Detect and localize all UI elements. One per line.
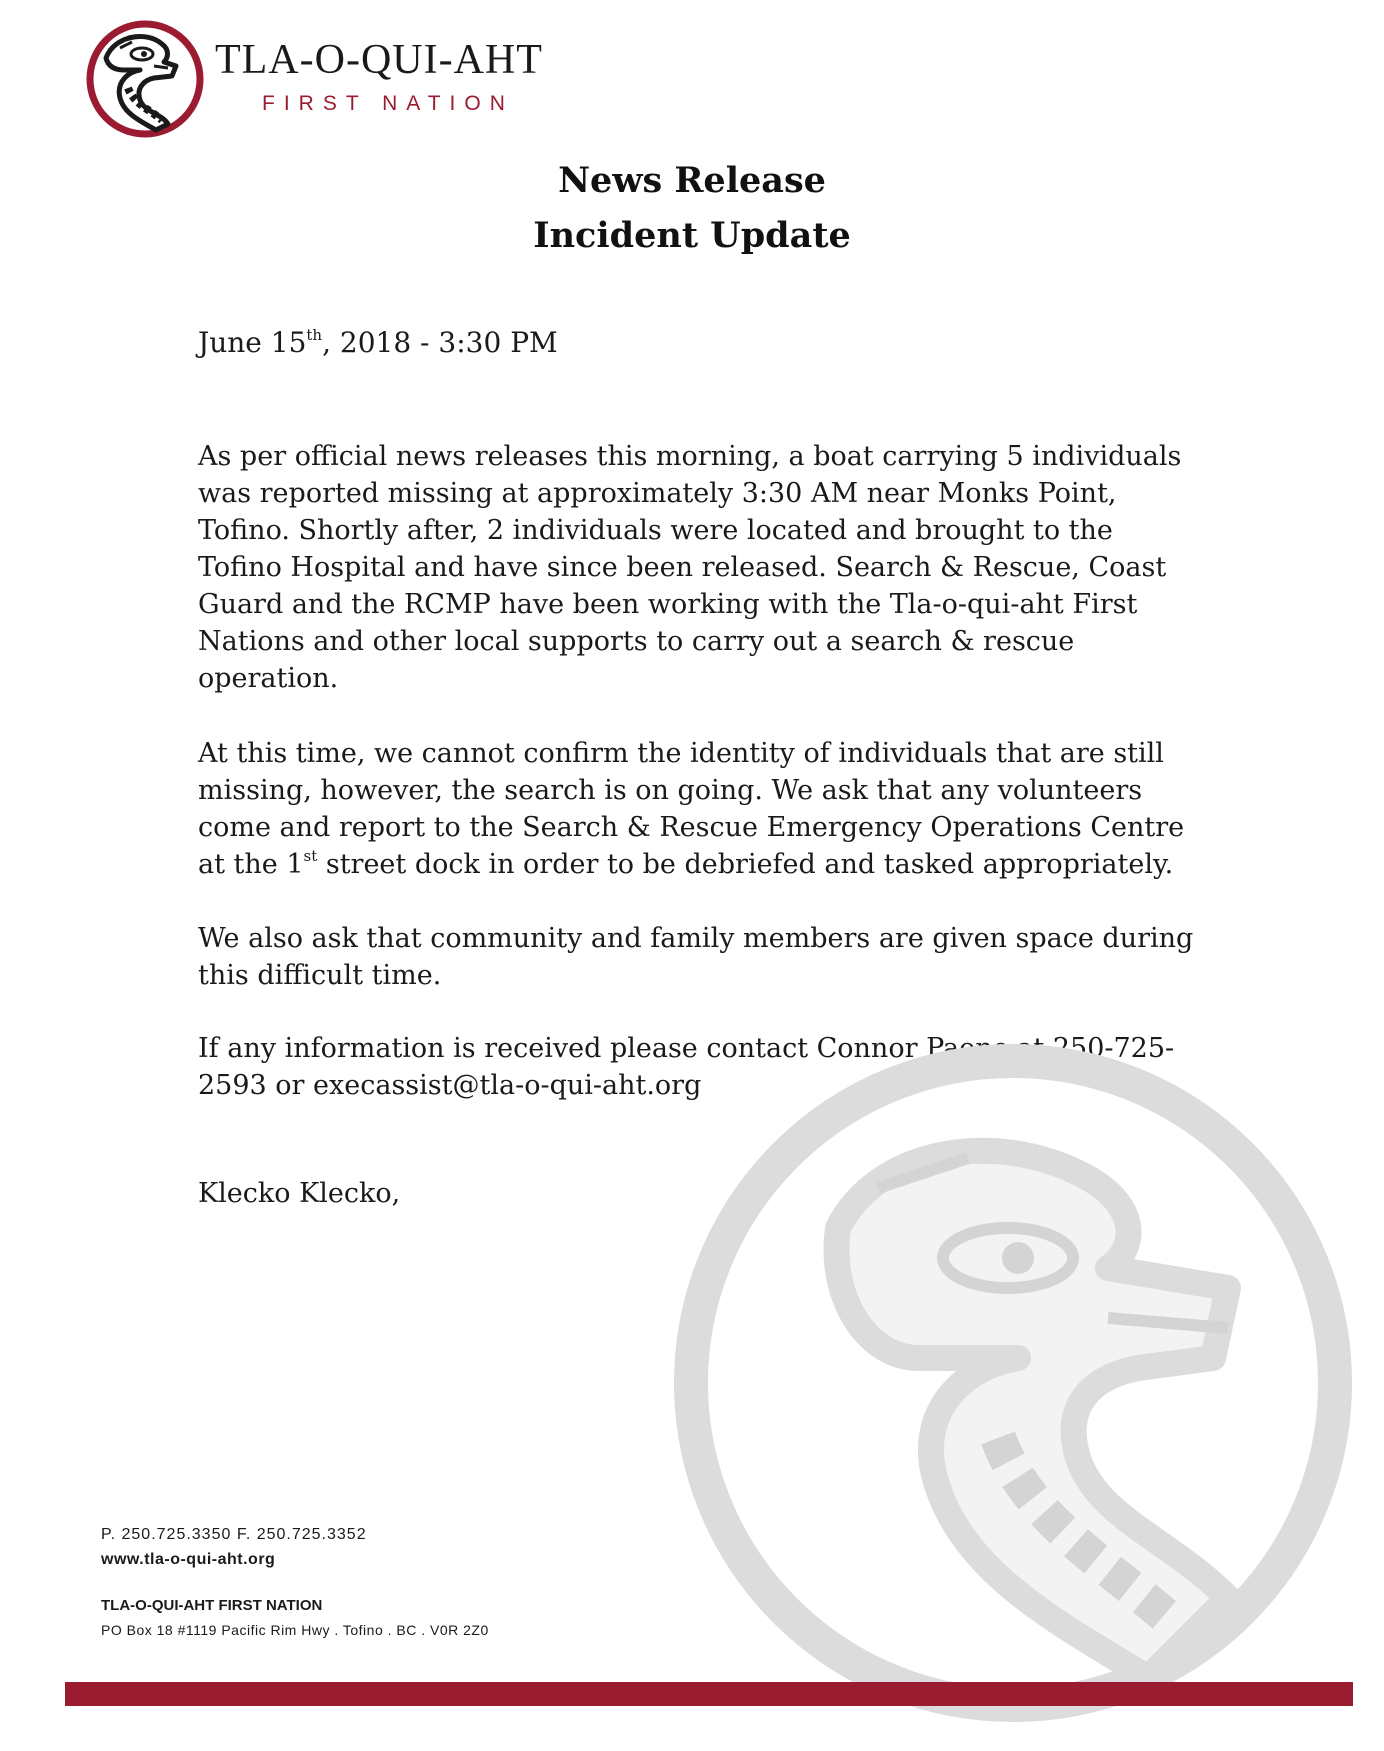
- footer-address: PO Box 18 #1119 Pacific Rim Hwy . Tofino . BC . V0R 2Z0: [101, 1622, 489, 1638]
- document-title: News Release: [558, 160, 826, 201]
- paragraph-incident: [198, 438, 1188, 697]
- org-subtitle: FIRST NATION: [262, 92, 514, 115]
- ordinal-suffix: st: [303, 847, 318, 865]
- first-nation-logo: [84, 18, 206, 140]
- logo-watermark: [668, 1038, 1358, 1728]
- paragraph-line: missing, however, the search is on going. We ask that any volunteers: [198, 775, 1143, 806]
- paragraph-line: this difficult time.: [198, 960, 442, 991]
- paragraph-community: [198, 920, 1194, 994]
- paragraph-line: Tofino. Shortly after, 2 individuals were located and brought to the: [198, 515, 1113, 546]
- line-text: at the 1: [198, 849, 304, 880]
- date-month-day: June 15: [198, 326, 307, 359]
- org-name: TLA-O-QUI-AHT: [215, 37, 543, 83]
- paragraph-line: Nations and other local supports to carry out a search & rescue: [198, 626, 1075, 657]
- paragraph-line: At this time, we cannot confirm the identity of individuals that are still: [198, 738, 1164, 769]
- paragraph-volunteers: [198, 735, 1188, 883]
- paragraph-line: was reported missing at approximately 3:30 AM near Monks Point,: [198, 478, 1117, 509]
- footer-color-bar: [65, 1682, 1353, 1706]
- signoff: Klecko Klecko,: [198, 1178, 401, 1209]
- footer-org-name: TLA-O-QUI-AHT FIRST NATION: [101, 1597, 323, 1614]
- date-rest: , 2018 - 3:30 PM: [322, 326, 558, 359]
- paragraph-line: come and report to the Search & Rescue Emergency Operations Centre: [198, 812, 1185, 843]
- paragraph-line: We also ask that community and family members are given space during: [198, 923, 1194, 954]
- paragraph-line: Guard and the RCMP have been working with the Tla-o-qui-aht First: [198, 589, 1138, 620]
- paragraph-line: [198, 846, 1188, 883]
- dateline: [198, 326, 558, 359]
- paragraph-line: 2593 or execassist@tla-o-qui-aht.org: [198, 1070, 702, 1101]
- paragraph-line: If any information is received please contact Connor Paone at 250-725-: [198, 1033, 1175, 1064]
- paragraph-line: Tofino Hospital and have since been released. Search & Rescue, Coast: [198, 552, 1167, 583]
- footer-phones: P. 250.725.3350 F. 250.725.3352: [101, 1526, 367, 1543]
- document-subtitle: Incident Update: [533, 215, 851, 256]
- footer-website-link[interactable]: www.tla-o-qui-aht.org: [101, 1551, 276, 1568]
- date-suffix: th: [306, 326, 323, 344]
- paragraph-line: As per official news releases this morning, a boat carrying 5 individuals: [198, 441, 1182, 472]
- paragraph-line: operation.: [198, 663, 339, 694]
- line-text: street dock in order to be debriefed and tasked appropriately.: [317, 849, 1174, 880]
